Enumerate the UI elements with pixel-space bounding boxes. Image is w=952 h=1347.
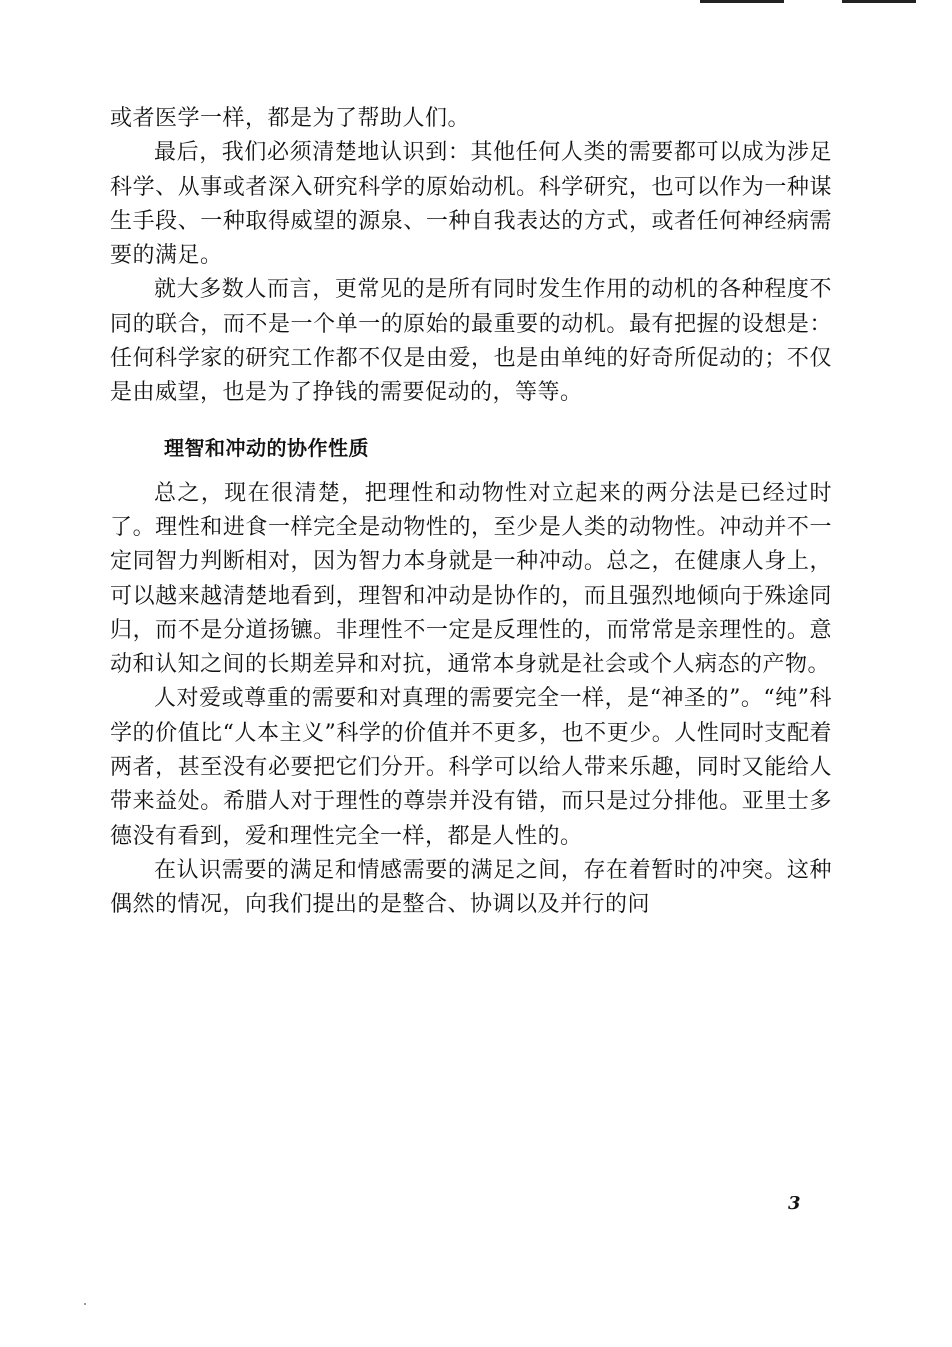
paragraph: 最后，我们必须清楚地认识到：其他任何人类的需要都可以成为涉足科学、从事或者深入研究科学的原始动机。科学研究，也可以作为一种谋生手段、一种取得威望的源泉、一种自我表达的方式，或者任何神经病需要的满足。 bbox=[110, 140, 832, 269]
paragraph: 就大多数人而言，更常见的是所有同时发生作用的动机的各种程度不同的联合，而不是一个单一的原始的最重要的动机。最有把握的设想是：任何科学家的研究工作都不仅是由爱，也是由单纯的好奇所促动的；不仅是由威望，也是为了挣钱的需要促动的，等等。 bbox=[110, 277, 832, 406]
paragraph: 或者医学一样，都是为了帮助人们。 bbox=[110, 106, 471, 131]
top-scan-rule bbox=[842, 0, 916, 3]
paragraph: 总之，现在很清楚，把理性和动物性对立起来的两分法是已经过时了。理性和进食一样完全是动物性的，至少是人类的动物性。冲动并不一定同智力判断相对，因为智力本身就是一种冲动。总之，在健康人身上，可以越来越清楚地看到，理智和冲动是协作的，而且强烈地倾向于殊途同归，而不是分道扬镳。非理性不一定是反理性的，而常常是亲理性的。意动和认知之间的长期差异和对抗，通常本身就是社会或个人病态的产物。 bbox=[110, 480, 832, 678]
paragraph: 人对爱或尊重的需要和对真理的需要完全一样，是“神圣的”。“纯”科学的价值比“人本主义”科学的价值并不更多，也不更少。人性同时支配着两者，甚至没有必要把它们分开。科学可以给人带来乐趣，同时又能给人带来益处。希腊人对于理性的尊崇并没有错，而只是过分排他。亚里士多德没有看到，爱和理性完全一样，都是人性的。 bbox=[110, 686, 832, 849]
page-number: 3 bbox=[788, 1193, 801, 1214]
paragraph: 在认识需要的满足和情感需要的满足之间，存在着暂时的冲突。这种偶然的情况，向我们提出的是整合、协调以及并行的问 bbox=[110, 857, 832, 918]
section-heading: 理智和冲动的协作性质 bbox=[164, 435, 369, 460]
top-scan-rule bbox=[700, 0, 784, 3]
scan-speck bbox=[84, 1303, 86, 1305]
book-page-body bbox=[110, 102, 832, 923]
